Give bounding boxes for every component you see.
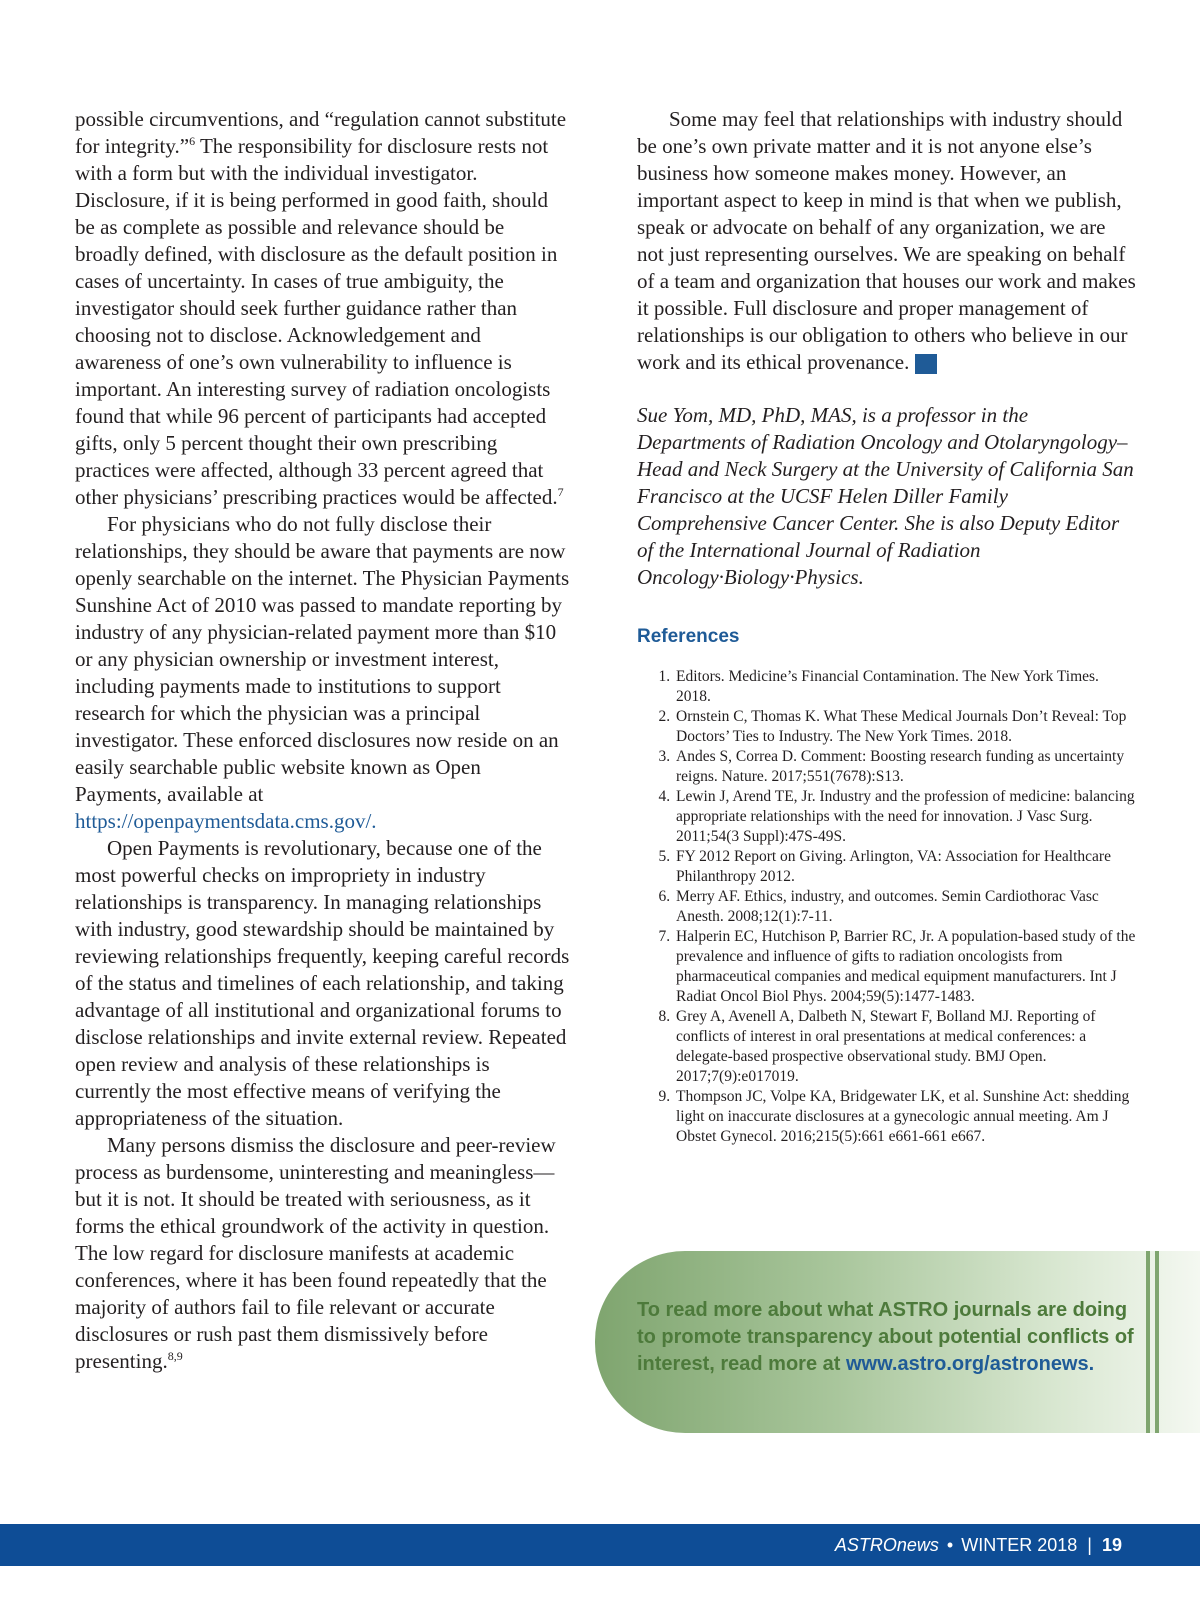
paragraph-2: For physicians who do not fully disclose their relationships, they should be aware that payments are now openly searchable on the internet. The Physician Payments Sunshine Act of 2010 was passed to mandate reporting by industry of any physician-related payment more than $10 or any physician ownership or investment interest, including payments made to institutions to support research for which the physician was a principal investigator. These enforced disclosures now reside on an easily searchable public website known as Open Payments, available at https://openpaymentsdata.cms.gov/. <box>75 512 570 833</box>
footnote-ref: 7 <box>557 485 564 499</box>
footnote-ref: 6 <box>189 134 196 148</box>
paragraph-1: possible circumventions, and “regulation cannot substitute for integrity.”$^6$ The responsibility for disclosure rests not with a form but with the individual investigator. Disclosure, if it is being performed in good faith, should be as complete as possible and relevance should be broadly defined, with disclosure as the default position in cases of uncertainty. In cases of true ambiguity, the investigator should seek further guidance rather than choosing not to disclose. Acknowledgement and awareness of one’s own vulnerability to influence is important. An interesting survey of radiation oncologists found that while 96 percent of participants had accepted gifts, only 5 percent thought their own prescribing practices were affected, although 33 percent agreed that other physicians’ prescribing practices would be affected.$^7$ <box>75 107 567 509</box>
astro-end-mark-icon: A <box>915 354 937 374</box>
reference-item: 3. Andes S, Correa D. Comment: Boosting research funding as uncertainty reigns. Nature. 2017;551(7678):S13. <box>674 747 1137 787</box>
paragraph-4: Many persons dismiss the disclosure and peer-review process as burdensome, uninteresting and meaningless—but it is not. It should be treated with seriousness, as it forms the ethical groundwork of the activity in question. The low regard for disclosure manifests at academic conferences, where it has been found repeatedly that the majority of authors fail to file relevant or accurate disclosures or rush past them dismissively before presenting.$^{8,9}$ <box>75 1133 556 1373</box>
callout-box <box>595 1251 1200 1433</box>
callout-text: To read more about what ASTRO journals are doing to promote transparency about potential conflicts of interest, read more at www.astro.org/astronews. <box>637 1299 1134 1375</box>
astronews-link[interactable]: www.astro.org/astronews. <box>845 1353 1095 1375</box>
reference-item: 9. Thompson JC, Volpe KA, Bridgewater LK, et al. Sunshine Act: shedding light on inaccurate disclosures at a gynecologic annual meeting. Am J Obstet Gynecol. 2016;215(5):661 e661-661 e667. <box>674 1087 1137 1147</box>
footer-bar <box>0 1524 1200 1566</box>
paragraph-3: Open Payments is revolutionary, because one of the most powerful checks on impropriety in industry relationships is transparency. In managing relationships with industry, good stewardship should be maintained by reviewing relationships frequently, keeping careful records of the status and timelines of each relationship, and taking advantage of all institutional and organizational forums to disclose relationships and invite external review. Repeated open review and analysis of these relationships is currently the most effective means of verifying the appropriateness of the situation. <box>75 836 570 1130</box>
footer-pipe: | <box>1087 1535 1092 1555</box>
references-heading: References <box>637 626 740 647</box>
open-payments-link[interactable]: https://openpaymentsdata.cms.gov/. <box>75 809 377 833</box>
left-column <box>75 106 570 1375</box>
reference-item: 8. Grey A, Avenell A, Dalbeth N, Stewart F, Bolland MJ. Reporting of conflicts of interest in oral presentations at medical conferences: a delegate-based prospective observational study. BMJ Open. 2017;7(9):e017019. <box>674 1007 1137 1087</box>
callout-decoration <box>1146 1251 1160 1433</box>
callout-bar <box>1146 1251 1150 1433</box>
publication-name: ASTROnews <box>834 1535 939 1555</box>
footer-text <box>835 1524 1122 1566</box>
callout-bar <box>1155 1251 1159 1433</box>
issue-label: WINTER 2018 <box>961 1535 1078 1555</box>
right-column <box>637 106 1137 1147</box>
author-bio: Sue Yom, MD, PhD, MAS, is a professor in the Departments of Radiation Oncology and Otolaryngology–Head and Neck Surgery at the University of California San Francisco at the UCSF Helen Diller Family Comprehensive Cancer Center. She is also Deputy Editor of the International Journal of Radiation Oncology·Biology·Physics. <box>637 403 1134 589</box>
page-number: 19 <box>1101 1535 1122 1555</box>
reference-item: 2. Ornstein C, Thomas K. What These Medical Journals Don’t Reveal: Top Doctors’ Ties to Industry. The New York Times. 2018. <box>674 707 1137 747</box>
reference-item: 4. Lewin J, Arend TE, Jr. Industry and the profession of medicine: balancing appropriate relationships with the need for innovation. J Vasc Surg. 2011;54(3 Suppl):47S-49S. <box>674 787 1137 847</box>
reference-item: 6. Merry AF. Ethics, industry, and outcomes. Semin Cardiothorac Vasc Anesth. 2008;12(1):7-11. <box>674 887 1137 927</box>
paragraph-right-1: Some may feel that relationships with industry should be one’s own private matter and it is not anyone else’s business how someone makes money. However, an important aspect to keep in mind is that when we publish, speak or advocate on behalf of any organization, we are not just representing ourselves. We are speaking on behalf of a team and organization that houses our work and makes it possible. Full disclosure and proper management of relationships is our obligation to others who believe in our work and its ethical provenance. A <box>637 107 1136 374</box>
footnote-ref: 8,9 <box>167 1349 183 1363</box>
reference-item: 5. FY 2012 Report on Giving. Arlington, VA: Association for Healthcare Philanthropy 2012. <box>674 847 1137 887</box>
reference-item: 7. Halperin EC, Hutchison P, Barrier RC, Jr. A population-based study of the prevalence and influence of gifts to radiation oncologists from pharmaceutical companies and medical equipment manufacturers. Int J Radiat Oncol Biol Phys. 2004;59(5):1477-1483. <box>674 927 1137 1007</box>
footer-dot: • <box>946 1535 954 1555</box>
reference-item: 1. Editors. Medicine’s Financial Contamination. The New York Times. 2018. <box>674 667 1137 707</box>
references-list <box>637 667 1137 1147</box>
